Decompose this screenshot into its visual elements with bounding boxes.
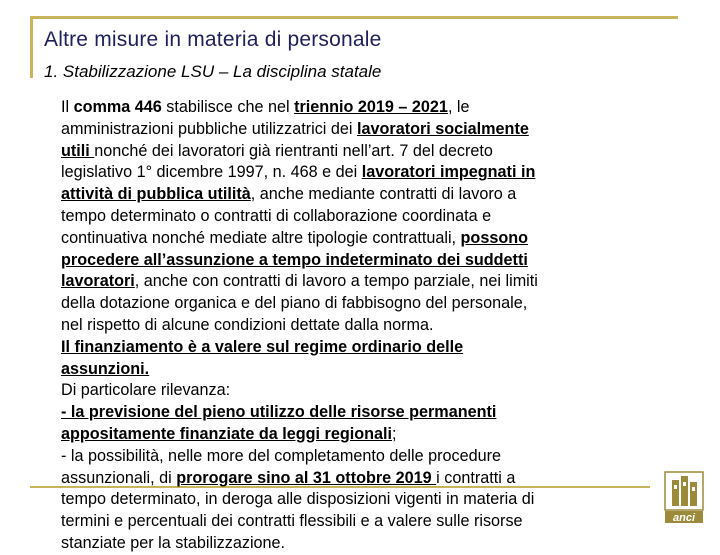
underlined-text: possono: [460, 228, 528, 247]
text-segment: , le: [447, 98, 470, 116]
body-paragraph: [61, 97, 601, 555]
text-segment: amministrazioni pubbliche utilizzatrici dei: [61, 119, 357, 138]
underlined-text: lavoratori impegnati in: [361, 163, 536, 182]
text-line: [61, 97, 601, 119]
text-segment: Di particolare rilevanza:: [61, 381, 231, 400]
text-segment: della dotazione organica e del piano di fabbisogno del personale,: [61, 294, 528, 313]
text-segment: legislativo 1° dicembre 1997, n. 468 e dei: [61, 163, 362, 182]
text-segment: tempo determinato, in deroga alle disposizioni vigenti in materia di: [61, 490, 535, 509]
text-line: [61, 184, 601, 206]
text-line: [61, 511, 601, 533]
text-line: [61, 380, 601, 402]
text-line: [61, 228, 601, 250]
text-segment: i contratti a: [436, 468, 516, 487]
text-segment: nonché dei lavoratori già rientranti nell’art. 7 del decreto: [94, 141, 493, 160]
text-line: [61, 315, 601, 337]
text-segment: continuativa nonché mediate altre tipologie contrattuali,: [61, 228, 461, 247]
text-line: [61, 162, 601, 184]
text-segment: stanziate per la stabilizzazione.: [61, 533, 286, 552]
underlined-text: triennio 2019 – 2021: [294, 98, 448, 116]
text-segment: nel rispetto di alcune condizioni dettate dalla norma.: [61, 315, 434, 334]
underlined-text: - la previsione del pieno utilizzo delle risorse permanenti: [61, 403, 497, 422]
logo-text: anci: [672, 512, 696, 524]
text-segment: ;: [392, 424, 397, 443]
text-line: [61, 141, 601, 163]
underlined-text: appositamente finanziate da leggi regionali: [61, 424, 393, 443]
text-line: [61, 533, 601, 555]
text-segment: - la possibilità, nelle more del completamento delle procedure: [61, 446, 501, 465]
anci-logo-icon: [664, 470, 704, 524]
text-line: [61, 359, 601, 381]
top-border-line: [30, 16, 678, 19]
text-line: [61, 293, 601, 315]
text-segment: , anche con contratti di lavoro a tempo parziale, nei limiti: [134, 272, 538, 291]
text-line: [61, 424, 601, 446]
text-line: [61, 489, 601, 511]
text-line: [61, 119, 601, 141]
text-line: [61, 468, 601, 490]
text-line: [61, 206, 601, 228]
underlined-text: prorogare sino al 31 ottobre 2019: [176, 468, 437, 487]
underlined-text: procedere all’assunzione a tempo indeterminato dei suddetti: [61, 250, 528, 269]
underlined-text: lavoratori socialmente: [357, 119, 529, 138]
text-line: [61, 250, 601, 272]
text-line: [61, 402, 601, 424]
text-segment: , anche mediante contratti di lavoro a: [250, 185, 517, 204]
text-segment: stabilisce che nel: [161, 98, 295, 116]
underlined-text: attività di pubblica utilità: [61, 185, 251, 204]
slide-subtitle: 1. Stabilizzazione LSU – La disciplina statale: [44, 62, 382, 81]
underlined-text: Il finanziamento è a valere sul regime ordinario delle: [61, 337, 464, 356]
bold-text: comma 446: [73, 98, 162, 116]
text-line: [61, 271, 601, 293]
underlined-text: lavoratori: [61, 272, 135, 291]
underlined-text: utili: [61, 141, 95, 160]
text-segment: assunzionali, di: [61, 468, 177, 487]
text-segment: tempo determinato o contratti di collaborazione coordinata e: [61, 206, 492, 225]
text-line: [61, 337, 601, 359]
left-border-line: [30, 16, 33, 78]
underlined-text: assunzioni.: [61, 359, 150, 378]
slide-title: Altre misure in materia di personale: [44, 28, 382, 51]
text-line: [61, 446, 601, 468]
text-segment: Il: [61, 98, 74, 116]
text-segment: termini e percentuali dei contratti flessibili e a valere sulle risorse: [61, 512, 523, 531]
